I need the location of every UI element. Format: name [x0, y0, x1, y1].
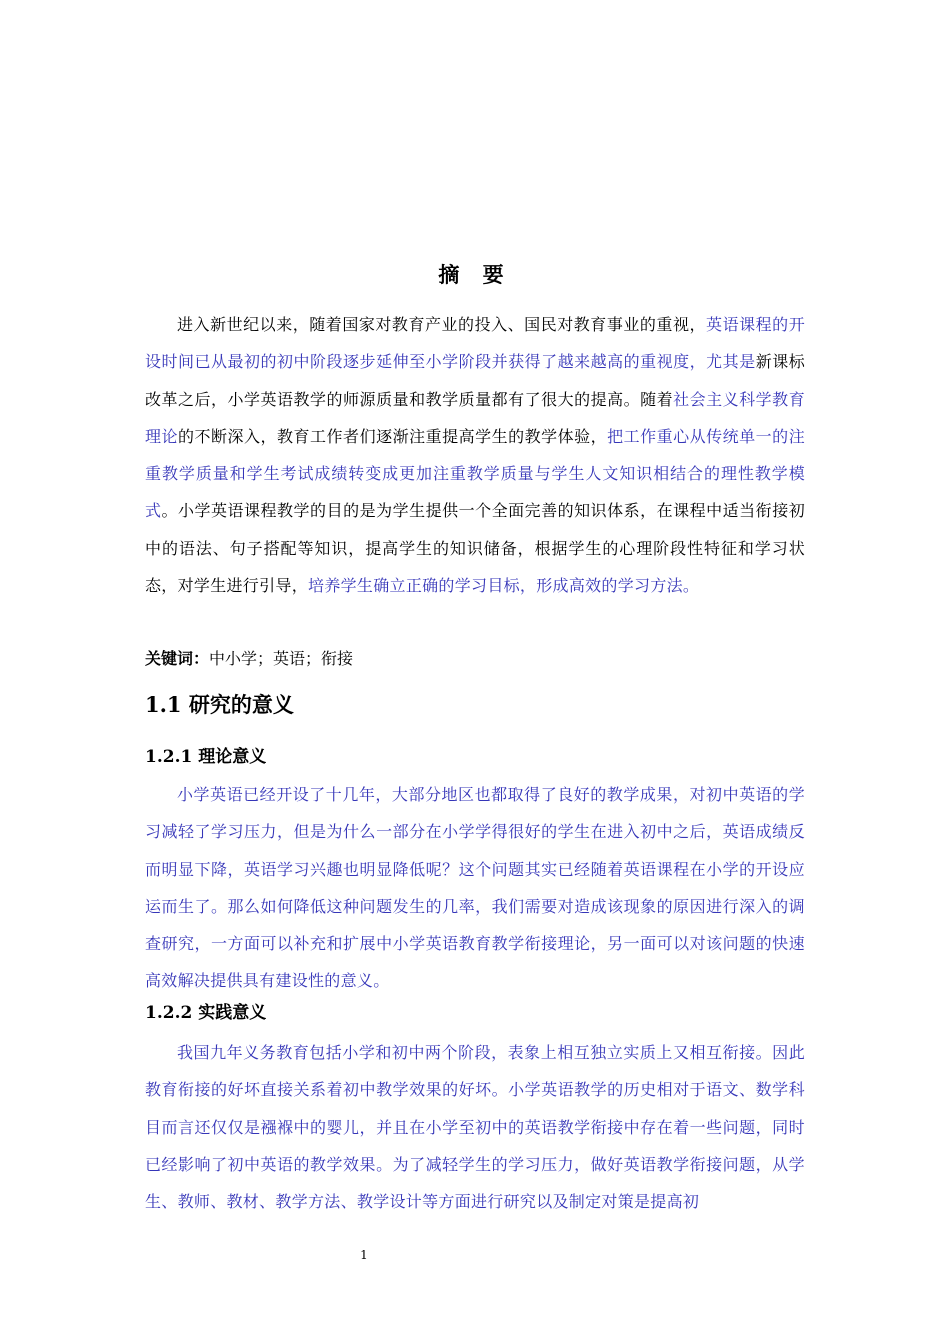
abstract-text-4: 。小学英语课程教学的目的是为学生提供一个全面完善的知识体系，在课程中适当衔接初中的语法、句子搭配等知识，提高学生的知识储备，根据学生的心理阶段性特征和学习状态，对学生进行引导， [145, 501, 805, 596]
abstract-highlight-3: 把工作重心从传统单一的注重教学质量和学生考试成绩转变成更加注重教学质量与学生人文知识相结合的理性教学模式 [145, 426, 805, 521]
abstract-text-1: 进入新世纪以来，随着国家对教育产业的投入、国民对教育事业的重视， [177, 315, 707, 334]
section-heading-1-2-2: 1.2.2 实践意义 [145, 1003, 267, 1023]
abstract-text-3: 的不断深入，教育工作者们逐渐注重提高学生的教学体验， [178, 426, 608, 446]
abstract-highlight-1: 英语课程的开设时间已从最初的初中阶段逐步延伸至小学阶段并获得了越来越高的重视度，尤其是 [145, 315, 805, 372]
abstract-paragraph [145, 306, 805, 604]
keywords-label: 关键词： [145, 649, 210, 668]
page-number: 1 [360, 1248, 368, 1262]
keywords-value: 中小学；英语；衔接 [209, 649, 354, 668]
abstract-title: 摘 要 [438, 263, 512, 287]
practice-significance-paragraph: 我国九年义务教育包括小学和初中两个阶段，表象上相互独立实质上又相互衔接。因此教育衔接的好坏直接关系着初中教学效果的好坏。小学英语教学的历史相对于语文、数学科目而言还仅仅是襁褓中的婴儿，并且在小学至初中的英语教学衔接中存在着一些问题，同时已经影响了初中英语的教学效果。为了减轻学生的学习压力，做好英语教学衔接问题，从学生、教师、教材、教学方法、教学设计等方面进行研究以及制定对策是提高初 [145, 1043, 805, 1212]
section-heading-1-2-1: 1.2.1 理论意义 [145, 747, 267, 767]
abstract-highlight-2: 社会主义科学教育理论 [145, 389, 805, 446]
abstract-highlight-4: 培养学生确立正确的学习目标，形成高效的学习方法。 [308, 576, 700, 596]
section-heading-1-1: 1.1 研究的意义 [145, 692, 294, 717]
abstract-text-2: 新课标改革之后，小学英语教学的师源质量和教学质量都有了很大的提高。随着 [145, 352, 805, 409]
keywords-line [145, 646, 353, 672]
theory-significance-paragraph: 小学英语已经开设了十几年，大部分地区也都取得了良好的教学成果，对初中英语的学习减轻了学习压力，但是为什么一部分在小学学得很好的学生在进入初中之后，英语成绩反而明显下降，英语学习兴趣也明显降低呢？这个问题其实已经随着英语课程在小学的开设应运而生了。那么如何降低这种问题发生的几率，我们需要对造成该现象的原因进行深入的调查研究，一方面可以补充和扩展中小学英语教育教学衔接理论，另一面可以对该问题的快速高效解决提供具有建设性的意义。 [145, 785, 805, 991]
